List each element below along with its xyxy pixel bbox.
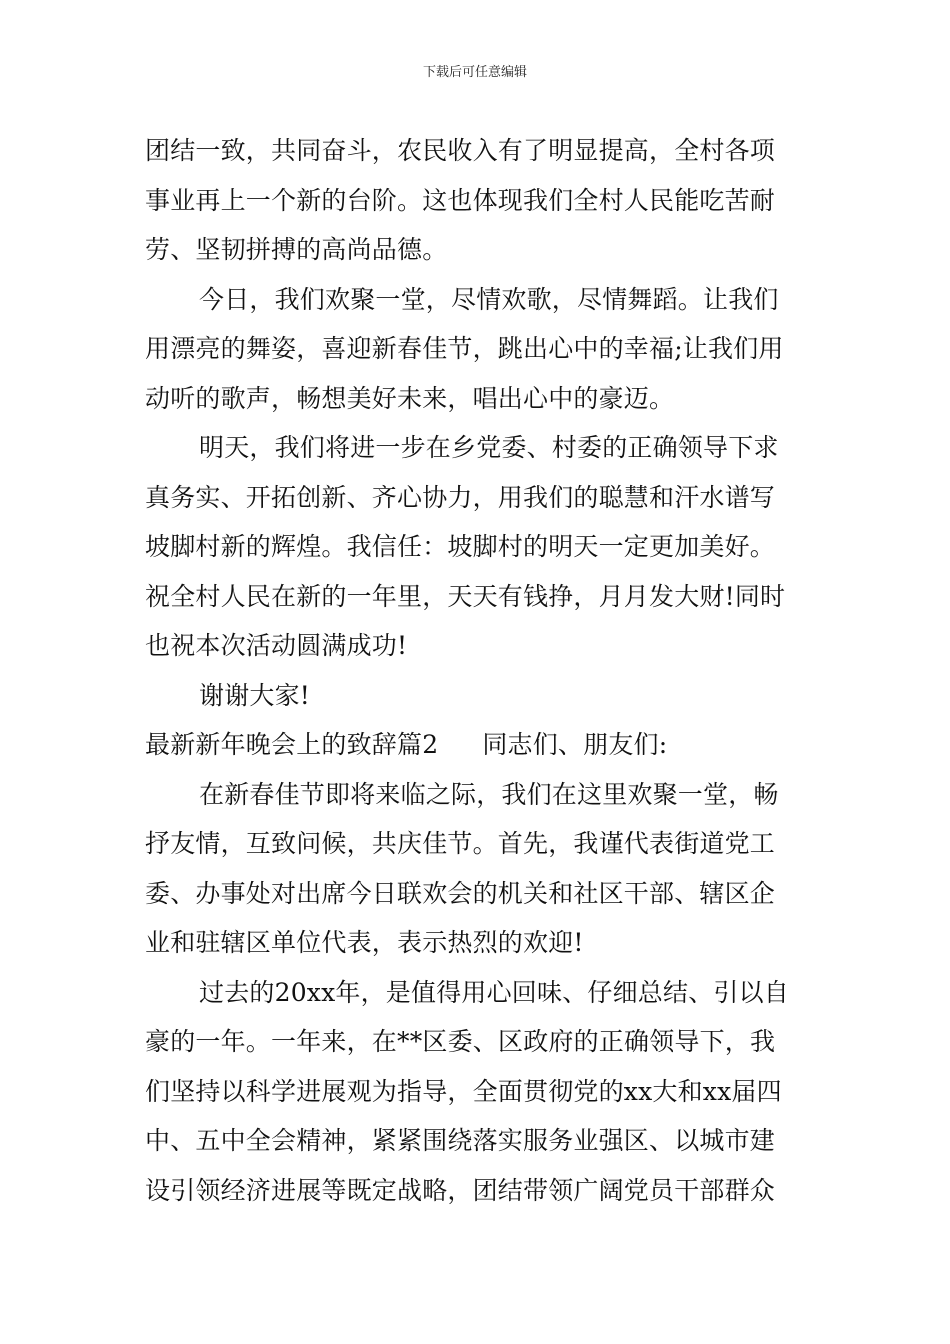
- text-line: 祝全村人民在新的一年里，天天有钱挣，月月发大财!同时: [145, 581, 786, 611]
- document-body: [145, 126, 815, 1215]
- paragraph-start: 明天，我们将进一步在乡党委、村委的正确领导下求: [199, 433, 779, 462]
- text-line: 动听的歌声，畅想美好未来，唱出心中的豪迈。: [145, 383, 675, 413]
- section-heading-line: [145, 720, 815, 770]
- text-line: 团结一致，共同奋斗，农民收入有了明显提高，全村各项: [145, 136, 776, 165]
- text-line: 中、五中全会精神，紧紧围绕落实服务业强区、以城市建: [145, 1126, 776, 1155]
- text-line: 抒友情，互致问候，共庆佳节。首先，我谨代表街道党工: [145, 829, 776, 858]
- text-line: 也祝本次活动圆满成功!: [145, 631, 408, 660]
- paragraph-start: 在新春佳节即将来临之际，我们在这里欢聚一堂，畅: [199, 779, 779, 809]
- text-line: 们坚持以科学进展观为指导，全面贯彻党的xx大和xx届四: [145, 1076, 782, 1106]
- text-line: 劳、坚韧拼搏的高尚品德。: [145, 235, 448, 264]
- text-line: 用漂亮的舞姿，喜迎新春佳节，跳出心中的幸福;让我们用: [145, 334, 784, 363]
- closing-thanks: 谢谢大家!: [199, 680, 311, 710]
- text-line: 真务实、开拓创新、齐心协力，用我们的聪慧和汗水谱写: [145, 482, 776, 512]
- section-title: 最新新年晚会上的致辞篇2: [145, 730, 439, 759]
- text-line: 事业再上一个新的台阶。这也体现我们全村人民能吃苦耐: [145, 185, 776, 215]
- paragraph-start: 过去的20xx年，是值得用心回味、仔细总结、引以自: [199, 977, 790, 1007]
- text-line: 坡脚村新的辉煌。我信任：坡脚村的明天一定更加美好。: [145, 532, 776, 561]
- text-line: 委、办事处对出席今日联欢会的机关和社区干部、辖区企: [145, 878, 776, 908]
- text-line: 豪的一年。一年来，在**区委、区政府的正确领导下，我: [145, 1027, 776, 1056]
- section-greeting: 同志们、朋友们:: [482, 730, 668, 759]
- page-header: 下载后可任意编辑: [422, 65, 527, 80]
- paragraph-start: 今日，我们欢聚一堂，尽情欢歌，尽情舞蹈。让我们: [199, 284, 779, 314]
- text-line: 业和驻辖区单位代表，表示热烈的欢迎!: [145, 928, 584, 957]
- text-line: 设引领经济进展等既定战略，团结带领广阔党员干部群众: [145, 1175, 776, 1205]
